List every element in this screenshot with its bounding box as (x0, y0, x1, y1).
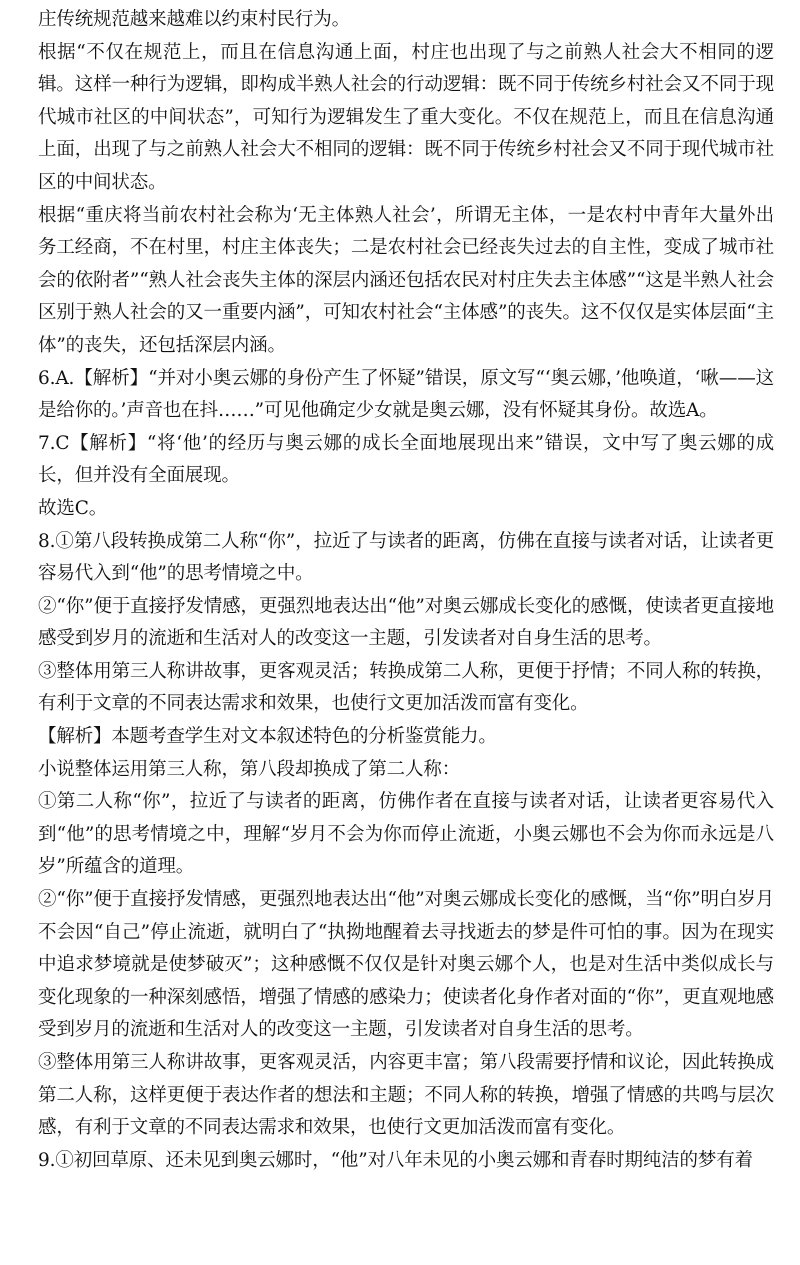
answer-8-analysis-3: ③整体用第三人称讲故事，更客观灵活，内容更丰富；第八段需要抒情和议论，因此转换成第二人称，这样更便于表达作者的想法和主题；不同人称的转换，增强了情感的共鸣与层次感，有利于文章的不同表达需求和效果，也使行文更加活泼而富有变化。 (38, 1052, 774, 1139)
paragraph-village-norms-end: 庄传统规范越来越难以约束村民行为。 (38, 9, 350, 30)
answer-7: 7.C【解析】“将‘他’的经历与奥云娜的成长全面地展现出来”错误，文中写了奥云娜的成长，但并没有全面展现。 (38, 432, 774, 487)
answer-6: 6.A.【解析】“并对小奥云娜的身份产生了怀疑”错误，原文写“‘奥云娜，’他唤道，‘啾——这是给你的。’声音也在抖……”可见他确定少女就是奥云娜，没有怀疑其身份。故选A。 (38, 367, 774, 422)
answer-9-start: 9.①初回草原、还未见到奥云娜时，“他”对八年未见的小奥云娜和青春时期纯洁的梦有着 (38, 1149, 753, 1171)
answer-8-point-1: 8.①第八段转换成第二人称“你”，拉近了与读者的距离，仿佛在直接与读者对话，让读者更容易代入到“他”的思考情境之中。 (38, 530, 774, 585)
answer-8-point-2: ②“你”便于直接抒发情感，更强烈地表达出“他”对奥云娜成长变化的感慨，使读者更直接地感受到岁月的流逝和生活对人的改变这一主题，引发读者对自身生活的思考。 (38, 595, 774, 650)
answer-7-choice: 故选C。 (38, 497, 108, 519)
paragraph-subjectless-society: 根据“重庆将当前农村社会称为‘无主体熟人社会’，所谓无主体，一是农村中青年大量外出务工经商，不在村里，村庄主体丧失；二是农村社会已经丧失过去的自主性，变成了城市社会的依附者”“熟人社会丧失主体的深层内涵还包括农民对村庄失去主体感”“这是半熟人社会区别于熟人社会的又一重要内涵”，可知农村社会“主体感”的丧失。这不仅仅是实体层面“主体”的丧失，还包括深层内涵。 (38, 204, 774, 356)
answer-8-analysis-1: ①第二人称“你”，拉近了与读者的距离，仿佛作者在直接与读者对话，让读者更容易代入到“他”的思考情境之中，理解“岁月不会为你而停止流逝，小奥云娜也不会为你而永远是八岁”所蕴含的道理。 (38, 791, 774, 878)
answer-8-analysis-2: ②“你”便于直接抒发情感，更强烈地表达出“他”对奥云娜成长变化的感慨，当“你”明白岁月不会因“自己”停止流逝，就明白了“执拗地醒着去寻找逝去的梦是件可怕的事。因为在现实中追求梦境就是使梦破灭”；这种感慨不仅仅是针对奥云娜个人，也是对生活中类似成长与变化现象的一种深刻感悟，增强了情感的感染力；使读者化身作者对面的“你”，更直观地感受到岁月的流逝和生活对人的改变这一主题，引发读者对自身生活的思考。 (38, 889, 774, 1041)
answer-8-point-3: ③整体用第三人称讲故事，更客观灵活；转换成第二人称，更便于抒情；不同人称的转换，有利于文章的不同表达需求和效果，也使行文更加活泼而富有变化。 (38, 660, 774, 715)
paragraph-behavior-logic: 根据“不仅在规范上，而且在信息沟通上面，村庄也出现了与之前熟人社会大不相同的逻辑。这样一种行为逻辑，即构成半熟人社会的行动逻辑：既不同于传统乡村社会又不同于现代城市社区的中间状态”，可知行为逻辑发生了重大变化。不仅在规范上，而且在信息沟通上面，出现了与之前熟人社会大不相同的逻辑：既不同于传统乡村社会又不同于现代城市社区的中间状态。 (38, 41, 774, 193)
answer-8-analysis-intro: 小说整体运用第三人称，第八段却换成了第二人称： (38, 758, 461, 780)
answer-8-analysis-heading: 【解析】本题考查学生对文本叙述特色的分析鉴赏能力。 (38, 726, 497, 748)
